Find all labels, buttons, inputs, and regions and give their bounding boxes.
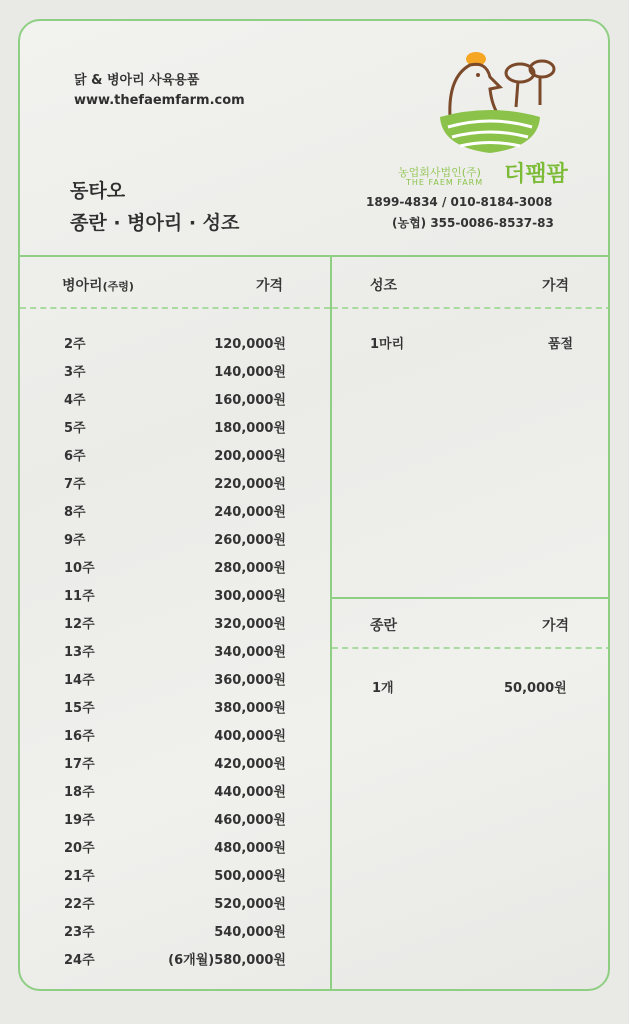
chick-week: 15주 [64,701,95,716]
brand-name: 더팸팜 [504,162,568,187]
chick-price: 160,000원 [214,393,286,408]
adult-price-header: 가격 [542,278,570,294]
adult-header-dash [332,307,610,309]
chick-week: 23주 [64,925,95,940]
chick-price: 320,000원 [214,617,286,632]
chick-week: 7주 [64,477,86,492]
chick-week: 8주 [64,505,86,520]
chick-header [62,275,134,295]
chick-price: 460,000원 [214,813,286,828]
chick-week: 17주 [64,757,95,772]
chick-price: 420,000원 [214,757,286,772]
header-divider [20,255,608,257]
chick-week: 2주 [64,337,86,352]
egg-header-dash [332,647,610,649]
chick-week: 11주 [64,589,95,604]
subtitle-products: 닭 & 병아리 사육용품 [74,73,200,88]
right-section-divider [331,597,608,599]
page-subtitle: 종란 · 병아리 · 성조 [70,212,240,234]
chick-price: 520,000원 [214,897,286,912]
adult-header: 성조 [370,278,398,294]
chick-week: 24주 [64,953,95,968]
chick-week: 22주 [64,897,95,912]
chick-week: 9주 [64,533,86,548]
chick-week: 21주 [64,869,95,884]
chick-week: 19주 [64,813,95,828]
chick-price: 180,000원 [214,421,286,436]
chick-header-label: 병아리 [62,278,103,294]
phone-numbers: 1899-4834 / 010-8184-3008 [366,195,553,209]
chick-week: 6주 [64,449,86,464]
bank-account: (농협) 355-0086-8537-83 [392,216,554,230]
chick-price: 340,000원 [214,645,286,660]
chick-header-dash [20,307,330,309]
farm-logo-icon [420,47,560,157]
chick-week: 18주 [64,785,95,800]
chick-week: 12주 [64,617,95,632]
egg-header: 종란 [370,618,398,634]
chick-price: 200,000원 [214,449,286,464]
chick-week: 13주 [64,645,95,660]
corp-name: 농업회사법인(주) [398,166,481,179]
column-divider [330,255,332,991]
chick-price: 380,000원 [214,701,286,716]
adult-item: 1마리 [370,337,405,352]
adult-price: 품절 [548,337,574,352]
egg-item: 1개 [372,681,394,696]
chick-price: 500,000원 [214,869,286,884]
chick-price: 300,000원 [214,589,286,604]
chick-price: 280,000원 [214,561,286,576]
price-sheet [18,19,610,991]
chick-price: 260,000원 [214,533,286,548]
chick-week: 20주 [64,841,95,856]
egg-price: 50,000원 [504,681,567,696]
chick-week: 3주 [64,365,86,380]
chick-week: 4주 [64,393,86,408]
chick-price: 360,000원 [214,673,286,688]
chick-price: 540,000원 [214,925,286,940]
chick-price: 140,000원 [214,365,286,380]
website-url: www.thefaemfarm.com [74,93,245,108]
chick-price: 440,000원 [214,785,286,800]
chick-week: 5주 [64,421,86,436]
corp-name-en: THE FAEM FARM [406,178,484,187]
chick-price: 240,000원 [214,505,286,520]
egg-price-header: 가격 [542,618,570,634]
chick-header-sub: (주령) [102,280,134,293]
chick-price: 480,000원 [214,841,286,856]
chick-price-header: 가격 [256,278,284,294]
chick-week: 10주 [64,561,95,576]
chick-price: 400,000원 [214,729,286,744]
chick-week: 16주 [64,729,95,744]
chick-price: 220,000원 [214,477,286,492]
page-title: 동타오 [70,180,126,202]
chick-week: 14주 [64,673,95,688]
chick-price: 120,000원 [214,337,286,352]
chick-price: (6개월)580,000원 [168,953,286,968]
